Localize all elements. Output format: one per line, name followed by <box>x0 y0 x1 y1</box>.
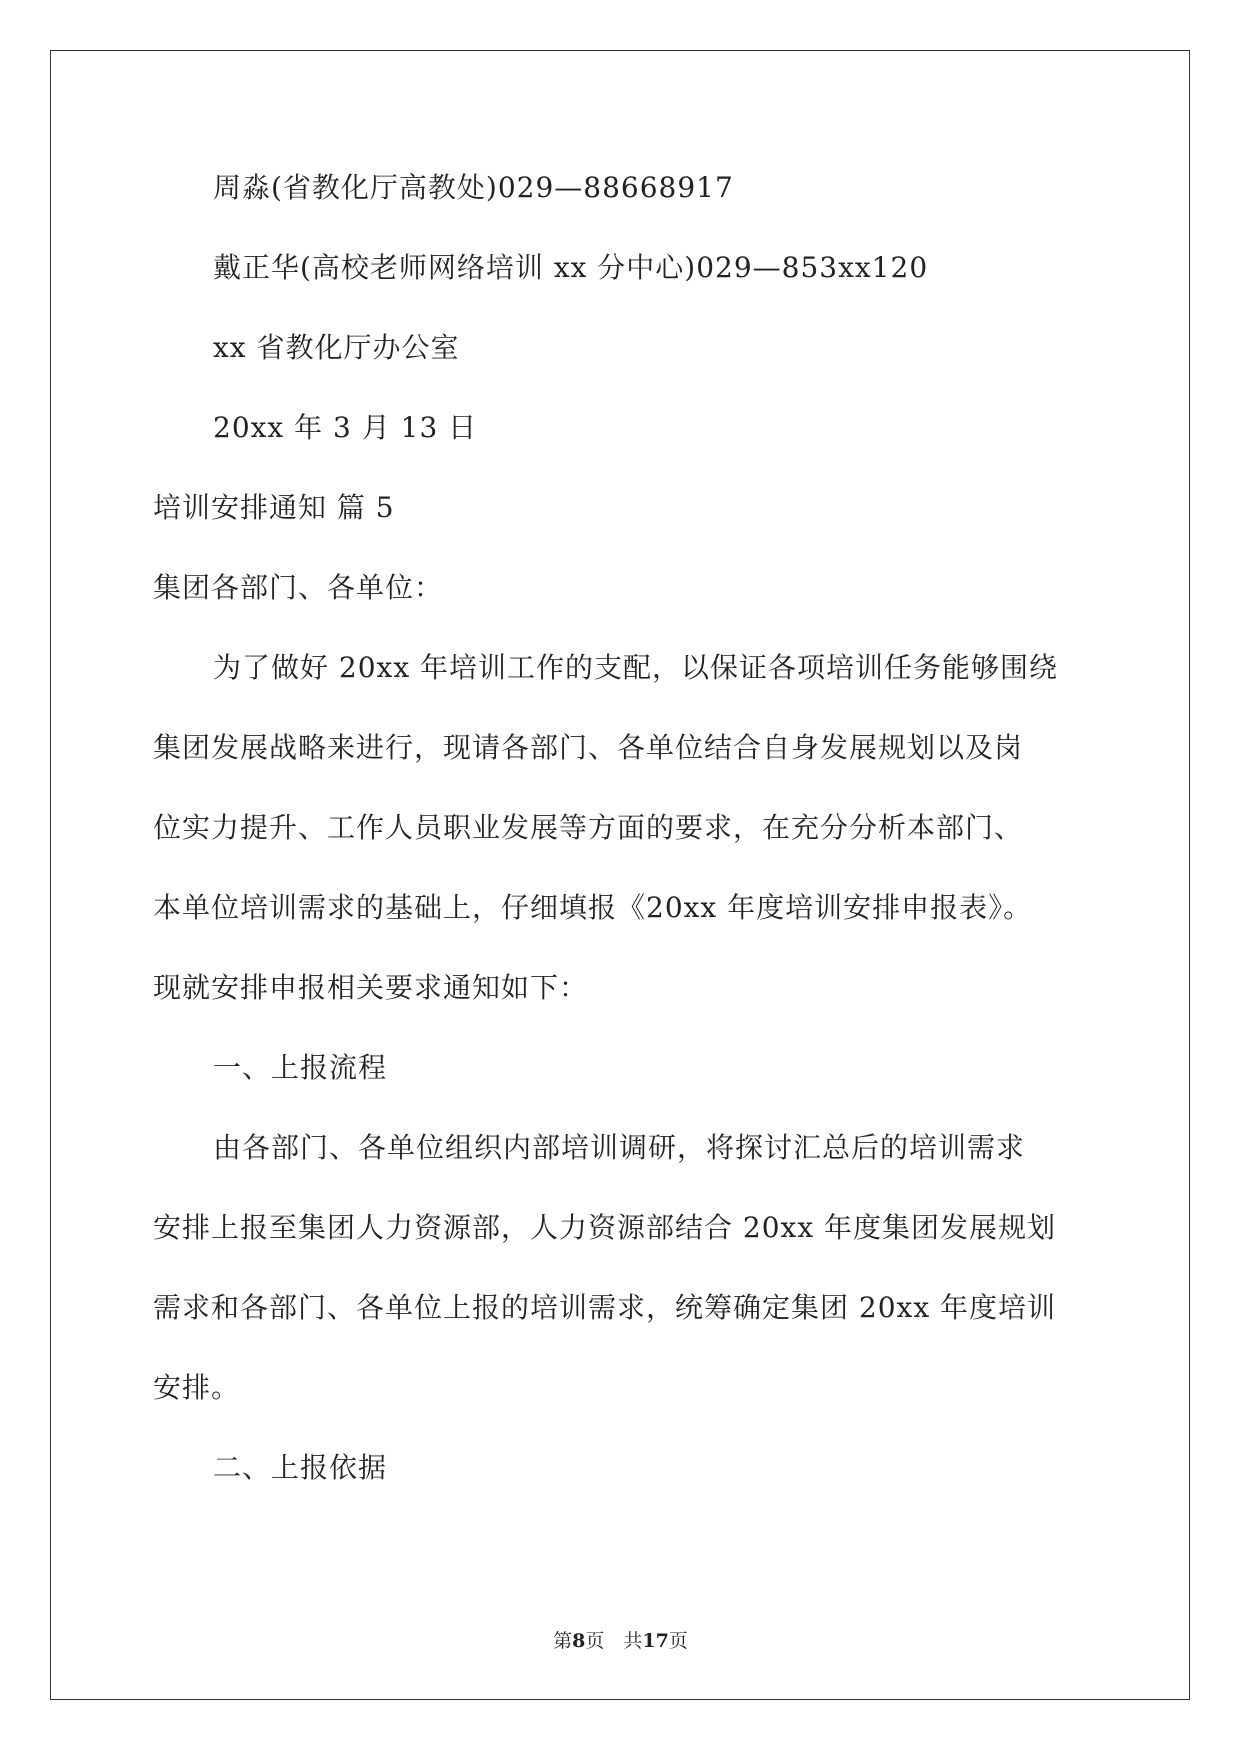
section-title: 培训安排通知 篇 5 <box>153 491 395 524</box>
paragraph-line: 本单位培训需求的基础上，仔细填报《20xx 年度培训安排申报表》。 <box>153 891 1033 924</box>
heading-reporting-basis: 二、上报依据 <box>213 1451 388 1484</box>
paragraph-line: 集团发展战略来进行，现请各部门、各单位结合自身发展规划以及岗 <box>153 731 1024 764</box>
paragraph-line: 安排上报至集团人力资源部，人力资源部结合 20xx 年度集团发展规划 <box>153 1211 1057 1244</box>
footer-page-mid: 页 共 <box>585 1630 643 1652</box>
paragraph-line: 由各部门、各单位组织内部培训调研，将探讨汇总后的培训需求 <box>213 1131 1026 1164</box>
paragraph-line: 需求和各部门、各单位上报的培训需求，统筹确定集团 20xx 年度培训 <box>153 1291 1057 1324</box>
signature-date: 20xx 年 3 月 13 日 <box>213 411 478 444</box>
paragraph-line: 位实力提升、工作人员职业发展等方面的要求，在充分分析本部门、 <box>153 811 1024 844</box>
heading-reporting-process: 一、上报流程 <box>213 1051 388 1084</box>
page-footer <box>0 1628 1241 1654</box>
paragraph-line: 现就安排申报相关要求通知如下： <box>153 971 589 1004</box>
footer-total-pages: 17 <box>642 1630 669 1652</box>
paragraph-line: 为了做好 20xx 年培训工作的支配，以保证各项培训任务能够围绕 <box>213 651 1059 684</box>
salutation: 集团各部门、各单位： <box>153 571 444 604</box>
contact-zhou: 周淼(省教化厅高教处)029—88668917 <box>213 171 734 204</box>
footer-page-suffix: 页 <box>668 1630 688 1652</box>
footer-page-prefix: 第 <box>553 1630 573 1652</box>
footer-page-number: 8 <box>572 1630 586 1652</box>
signature-office: xx 省教化厅办公室 <box>213 331 460 364</box>
paragraph-line: 安排。 <box>153 1371 241 1404</box>
contact-dai: 戴正华(高校老师网络培训 xx 分中心)029—853xx120 <box>213 251 929 284</box>
